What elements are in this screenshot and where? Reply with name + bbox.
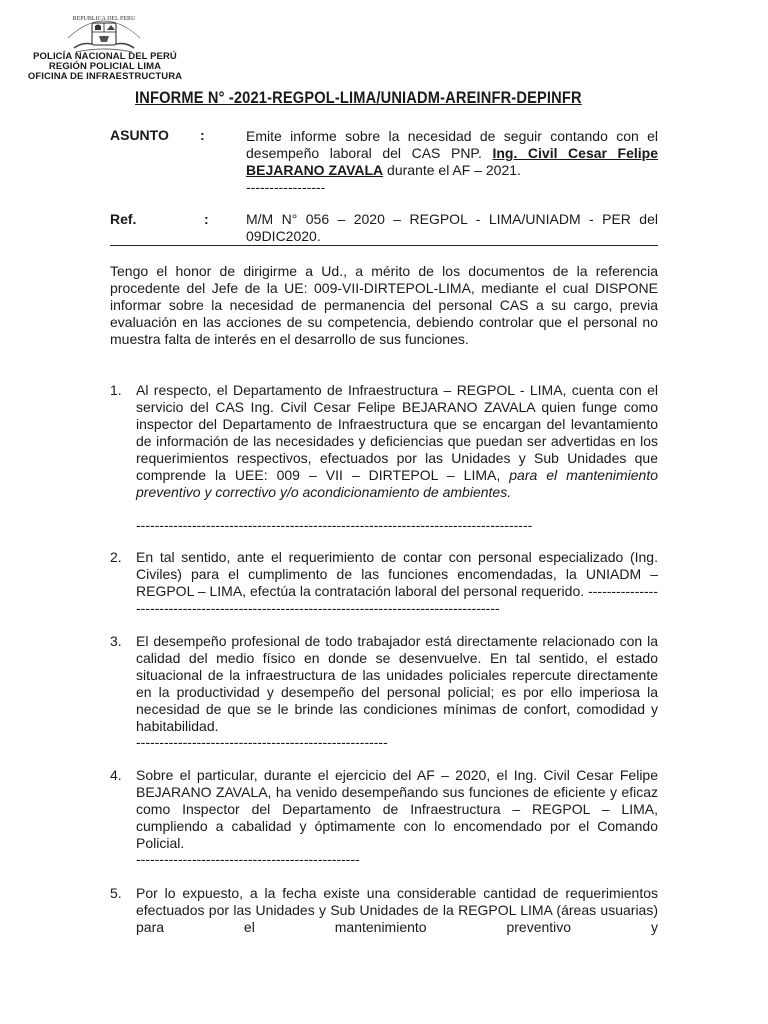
ref-text: M/M N° 056 – 2020 – REGPOL - LIMA/UNIADM - PER del 09DIC2020. (246, 211, 658, 244)
item-4-text: Sobre el particular, durante el ejercicio del AF – 2020, el Ing. Civil Cesar Felipe BEJARANO ZAVALA, ha venido desempeñando sus funciones de eficiente y eficaz como Inspector del Departamento de Infraestructura – REGPOL – LIMA, cumpliendo a cabalidad y óptimamente con lo encomendado por el Comando Policial. (136, 767, 658, 851)
asunto-text: Emite informe sobre la necesidad de seguir contando con el desempeño laboral del CAS PNP. Ing. Civil Cesar Felipe BEJARANO ZAVALA durante el AF – 2021. ----------------- (246, 128, 659, 195)
item-5-text: Por lo expuesto, a la fecha existe una considerable cantidad de requerimientos efectuados por las Unidades y Sub Unidades de la REGPOL LIMA (áreas usuarias) para el mantenimiento preventivo y (136, 885, 658, 935)
asunto-colon: : (200, 127, 205, 143)
item-1-dashes: ------------------------------------------------------------------------------------- (136, 517, 533, 533)
institution-name: POLICÍA NACIONAL DEL PERÚ (33, 51, 177, 62)
item-2-text: En tal sentido, ante el requerimiento de contar con personal especializado (Ing. Civiles) para el cumplimento de las funciones encomendadas, la UNIADM – REGPOL – LIMA, efectúa la contratación laboral del personal requerido. --------------------------------------------------------------------------------------------- (136, 549, 659, 616)
item-3-text: El desempeño profesional de todo trabajador está directamente relacionado con la calidad del medio físico en donde se desenvuelve. En tal sentido, el estado situacional de la infraestructura de las unidades policiales repercute directamente en la productividad y desempeño del personal policial; es por ello imperiosa la necesidad de que se le brinde las condiciones mínimas de confort, comodidad y habitabilidad. (136, 633, 658, 734)
intro-paragraph: Tengo el honor de dirigirme a Ud., a mérito de los documentos de la referencia procedente del Jefe de la UE: 009-VII-DIRTEPOL-LIMA, mediante el cual DISPONE informar sobre la necesidad de permanencia del personal CAS a su cargo, previa evaluación en las acciones de su competencia, debiendo controlar que el personal no muestra falta de interés en el desarrollo de sus funciones. (110, 263, 658, 347)
item-3-dashes: ------------------------------------------------------ (136, 734, 388, 750)
item-number: 4. (110, 767, 122, 783)
item-number: 3. (110, 633, 122, 649)
ref-label: Ref. (110, 211, 137, 227)
item-number: 5. (110, 885, 122, 901)
region-name: REGIÓN POLICIAL LIMA (48, 61, 162, 72)
item-1-italic: para el mantenimiento preventivo y correctivo y/o acondicionamiento de ambientes. (136, 467, 658, 500)
asunto-label: ASUNTO (110, 127, 169, 143)
document-title: INFORME N° -2021-REGPOL-LIMA/UNIADM-AREINFR-DEPINFR (135, 88, 582, 107)
item-number: 1. (110, 382, 122, 398)
seal-caption: REPUBLICA DEL PERU (72, 16, 136, 22)
section-divider (110, 245, 658, 246)
office-name: OFICINA DE INFRAESTRUCTURA (27, 71, 183, 82)
peru-national-seal (62, 8, 146, 56)
ref-colon: : (204, 211, 209, 227)
item-1-text: Al respecto, el Departamento de Infraestructura – REGPOL - LIMA, cuenta con el servicio del CAS Ing. Civil Cesar Felipe BEJARANO ZAVALA quien funge como inspector del Departamento de Infraestructura que se encargan del levantamiento de información de las necesidades y deficiencias que puedan ser advertidas en los requerimientos respectivos, efectuados por las Unidades y Sub Unidades que comprende la UEE: 009 – VII – DIRTEPOL – LIMA, para el mantenimiento preventivo y correctivo y/o acondicionamiento de ambientes. (136, 382, 658, 500)
employee-name: Ing. Civil Cesar Felipe BEJARANO ZAVALA (246, 145, 659, 178)
item-number: 2. (110, 549, 122, 565)
item-4-dashes: ------------------------------------------------ (136, 851, 360, 867)
